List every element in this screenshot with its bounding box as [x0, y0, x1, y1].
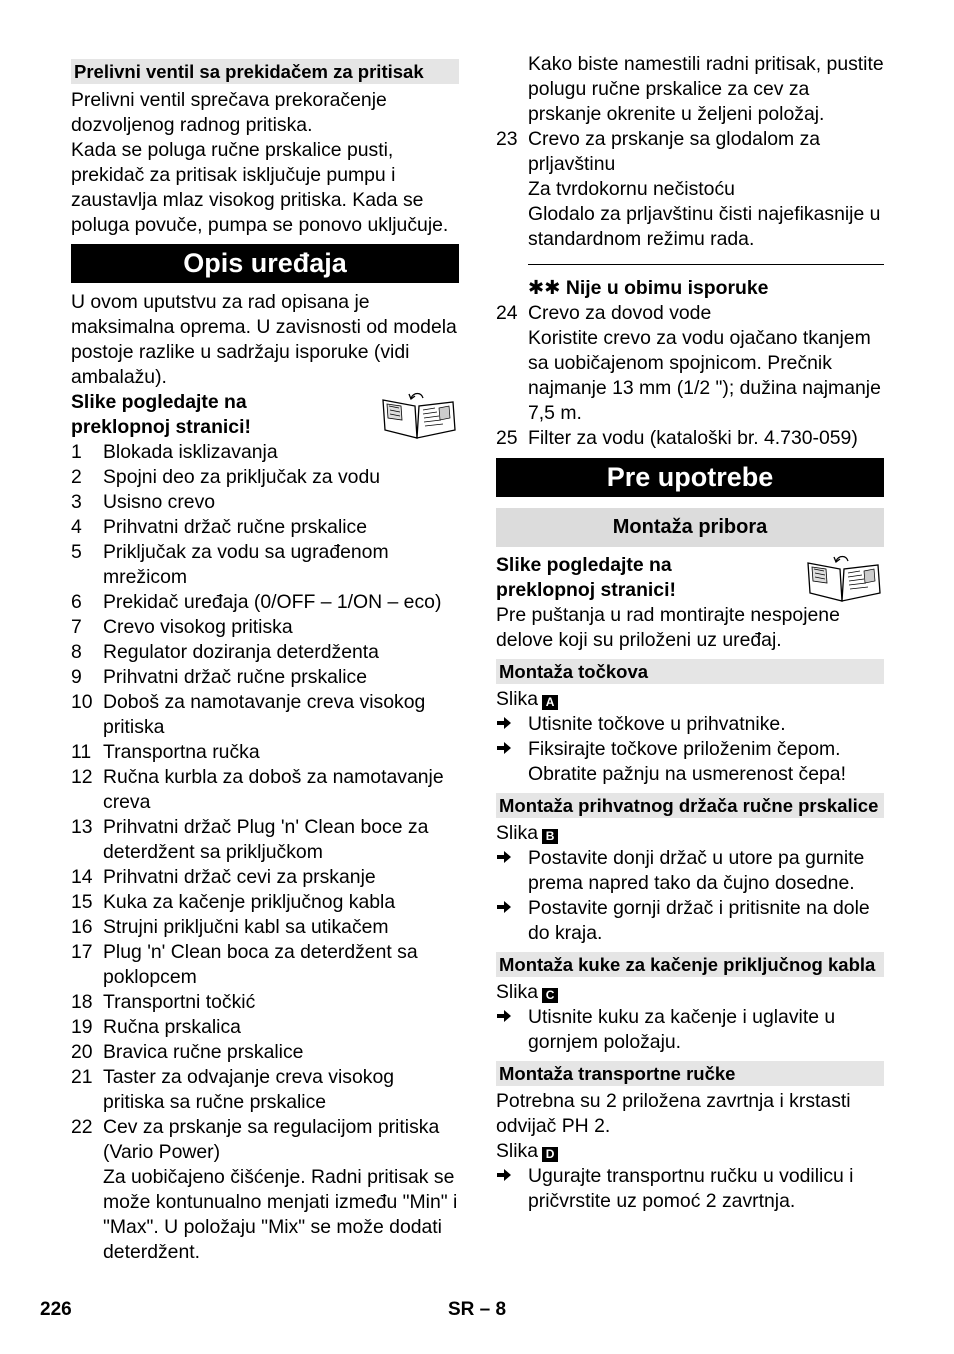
item-number: 8	[71, 641, 82, 663]
item-number: 4	[71, 516, 82, 538]
item-number: 24	[496, 302, 518, 324]
item-text: Crevo za prskanje sa glodalom za prljavštinu	[528, 128, 821, 175]
item-number: 21	[71, 1066, 93, 1088]
item-text: Prihvatni držač Plug 'n' Clean boce za deterdžent sa priključkom	[103, 816, 429, 863]
item-text: Doboš za namotavanje creva visokog pritiska	[103, 691, 426, 738]
item-number: 5	[71, 541, 82, 563]
not-included-note	[496, 276, 884, 301]
item-number: 19	[71, 1016, 93, 1038]
list-item	[496, 426, 884, 451]
item-text: Taster za odvajanje creva visokog pritiska sa ručne prskalice	[103, 1066, 395, 1113]
figure-letter-a: A	[542, 695, 558, 710]
item-number: 7	[71, 616, 82, 638]
valve-paragraph-1: Prelivni ventil sprečava prekoračenje dozvoljenog radnog pritiska.	[71, 89, 387, 136]
list-item	[71, 865, 459, 890]
accessory-text: Pre puštanja u rad montirajte nespojene delove koji su priloženi uz uređaj.	[496, 604, 840, 651]
step-text: Ugurajte transportnu ručku u vodilicu i pričvrstite uz pomoć 2 zavrtnja.	[528, 1165, 854, 1212]
item-number: 12	[71, 766, 93, 788]
step-text: Fiksirajte točkove priloženim čepom. Obratite pažnju na usmerenost čepa!	[528, 738, 846, 785]
item-text: Priključak za vodu sa ugrađenom mrežicom	[103, 541, 389, 588]
item-text: Regulator doziranja deterdženta	[103, 641, 379, 663]
item-text: Ručna prskalica	[103, 1016, 241, 1038]
list-item	[71, 940, 459, 990]
right-column	[496, 0, 884, 1214]
valve-heading: Prelivni ventil sa prekidačem za pritisak	[71, 59, 459, 84]
list-item	[71, 540, 459, 590]
list-item	[496, 127, 884, 177]
item-text: Kuka za kačenje priključnog kabla	[103, 891, 396, 913]
list-item	[71, 490, 459, 515]
item-number: 23	[496, 128, 518, 150]
see-figures-note: Slike pogledajte na preklopnoj stranici!	[71, 391, 251, 438]
double-asterisk-icon: ✱✱	[528, 277, 561, 299]
valve-paragraph-2: Kada se poluga ručne prskalice pusti, prekidač za pritisak isključuje pumpu i zaustavlja mlaz visokog pritiska. Kada se poluga povuče, pumpa se ponovo uključuje.	[71, 139, 449, 236]
step-item	[496, 1164, 884, 1214]
hook-steps	[496, 1005, 884, 1055]
arrow-right-icon	[496, 712, 528, 737]
item-text: Transportni točkić	[103, 991, 256, 1013]
item-text: Bravica ručne prskalice	[103, 1041, 304, 1063]
not-included-label: Nije u obimu isporuke	[565, 277, 769, 299]
arrow-right-icon	[496, 1005, 528, 1055]
step-item	[496, 1005, 884, 1055]
handle-steps	[496, 1164, 884, 1214]
list-item	[71, 1015, 459, 1040]
see-figures-block	[496, 553, 884, 603]
figure-word: Slika	[496, 822, 539, 844]
section-label: SR – 8	[448, 1299, 507, 1320]
arrow-right-icon	[496, 1164, 528, 1214]
item-number: 25	[496, 427, 518, 449]
step-text: Postavite donji držač u utore pa gurnite prema napred tako da čujno dosedne.	[528, 847, 865, 894]
item-text: Prihvatni držač ručne prskalice	[103, 516, 368, 538]
open-book-icon	[802, 553, 884, 610]
item-text: Blokada isklizavanja	[103, 441, 278, 463]
holder-steps	[496, 846, 884, 946]
step-item	[496, 846, 884, 896]
list-item	[71, 815, 459, 865]
item-number: 1	[71, 441, 82, 463]
list-item	[71, 915, 459, 940]
item-number: 9	[71, 666, 82, 688]
item-22-extra: Za uobičajeno čišćenje. Radni pritisak se može kontunualno menjati između "Min" i "Max". U položaju "Mix" se može dodati deterdžent.	[103, 1166, 458, 1263]
item-number: 20	[71, 1041, 93, 1063]
list-item	[71, 765, 459, 815]
step-text: Utisnite točkove u prihvatnike.	[528, 713, 786, 735]
item-23-sub-2: Glodalo za prljavštinu čisti najefikasnije u standardnom režimu rada.	[528, 203, 881, 250]
item-text: Usisno crevo	[103, 491, 216, 513]
item-text: Crevo za dovod vode	[528, 302, 712, 324]
item-number: 16	[71, 916, 93, 938]
see-figures-note: Slike pogledajte na preklopnoj stranici!	[496, 554, 676, 601]
arrow-right-icon	[496, 896, 528, 946]
accessory-heading: Montaža pribora	[496, 508, 884, 547]
item-number: 2	[71, 466, 82, 488]
parts-list	[71, 440, 459, 1165]
item-text: Cev za prskanje sa regulacijom pritiska (Vario Power)	[103, 1116, 440, 1163]
figure-ref-b	[496, 821, 884, 846]
figure-letter-b: B	[542, 829, 558, 844]
figure-letter-d: D	[542, 1147, 558, 1162]
item-text: Prihvatni držač ručne prskalice	[103, 666, 368, 688]
list-item	[71, 990, 459, 1015]
list-item	[71, 590, 459, 615]
list-item	[496, 301, 884, 326]
list-item	[71, 615, 459, 640]
arrow-right-icon	[496, 737, 528, 787]
open-book-icon	[377, 390, 459, 447]
handle-text: Potrebna su 2 priložena zavrtnja i krstasti odvijač PH 2.	[496, 1090, 851, 1137]
holder-heading: Montaža prihvatnog držača ručne prskalice	[496, 793, 884, 818]
item-text: Strujni priključni kabl sa utikačem	[103, 916, 389, 938]
figure-word: Slika	[496, 688, 539, 710]
device-heading: Opis uređaja	[71, 244, 459, 283]
item-number: 14	[71, 866, 93, 888]
wheels-heading: Montaža točkova	[496, 659, 884, 684]
step-item	[496, 737, 884, 787]
figure-word: Slika	[496, 981, 539, 1003]
list-item	[71, 515, 459, 540]
step-text: Postavite gornji držač i pritisnite na dole do kraja.	[528, 897, 870, 944]
list-item	[71, 1115, 459, 1165]
figure-ref-c	[496, 980, 884, 1005]
step-item	[496, 896, 884, 946]
handle-heading: Montaža transportne ručke	[496, 1061, 884, 1086]
list-item	[71, 1065, 459, 1115]
item-number: 18	[71, 991, 93, 1013]
item-text: Prihvatni držač cevi za prskanje	[103, 866, 376, 888]
list-item	[71, 1040, 459, 1065]
list-item	[71, 465, 459, 490]
item-number: 3	[71, 491, 82, 513]
item-text: Spojni deo za priključak za vodu	[103, 466, 381, 488]
item-number: 11	[71, 741, 92, 763]
item-number: 13	[71, 816, 93, 838]
item-number: 15	[71, 891, 93, 913]
list-item	[71, 690, 459, 740]
step-item	[496, 712, 884, 737]
item-text: Ručna kurbla za doboš za namotavanje creva	[103, 766, 444, 813]
wheels-steps	[496, 712, 884, 787]
list-item	[71, 640, 459, 665]
hook-heading: Montaža kuke za kačenje priključnog kabla	[496, 952, 884, 977]
item-number: 6	[71, 591, 82, 613]
list-item	[71, 740, 459, 765]
item-text: Crevo visokog pritiska	[103, 616, 293, 638]
figure-word: Slika	[496, 1140, 539, 1162]
item-number: 17	[71, 941, 93, 963]
list-item	[71, 665, 459, 690]
step-text: Utisnite kuku za kačenje i uglavite u gornjem položaju.	[528, 1006, 836, 1053]
item-number: 10	[71, 691, 93, 713]
figure-ref-a	[496, 687, 884, 712]
figure-ref-d	[496, 1139, 884, 1164]
before-use-heading: Pre upotrebe	[496, 458, 884, 497]
figure-letter-c: C	[542, 988, 558, 1003]
item-22-continued: Kako biste namestili radni pritisak, pustite polugu ručne prskalice za cev za prskanje okrenite u željeni položaj.	[528, 53, 884, 125]
arrow-right-icon	[496, 846, 528, 896]
see-figures-block	[71, 390, 459, 440]
item-number: 22	[71, 1116, 93, 1138]
item-text: Prekidač uređaja (0/OFF – 1/ON – eco)	[103, 591, 442, 613]
device-intro: U ovom uputstvu za rad opisana je maksimalna oprema. U zavisnosti od modela postoje razlike u sadržaju isporuke (vidi ambalažu).	[71, 291, 457, 388]
item-text: Plug 'n' Clean boca za deterdžent sa poklopcem	[103, 941, 418, 988]
item-text: Filter za vodu (kataloški br. 4.730-059)	[528, 427, 858, 449]
item-24-extra: Koristite crevo za vodu ojačano tkanjem sa uobičajenom spojnicom. Prečnik najmanje 13 mm (1/2 "); dužina najmanje 7,5 m.	[528, 327, 881, 424]
divider	[528, 264, 884, 265]
item-text: Transportna ručka	[103, 741, 260, 763]
left-column	[71, 0, 459, 1265]
list-item	[71, 890, 459, 915]
item-23-sub-1: Za tvrdokornu nečistoću	[528, 178, 735, 200]
page-number: 226	[40, 1299, 72, 1320]
